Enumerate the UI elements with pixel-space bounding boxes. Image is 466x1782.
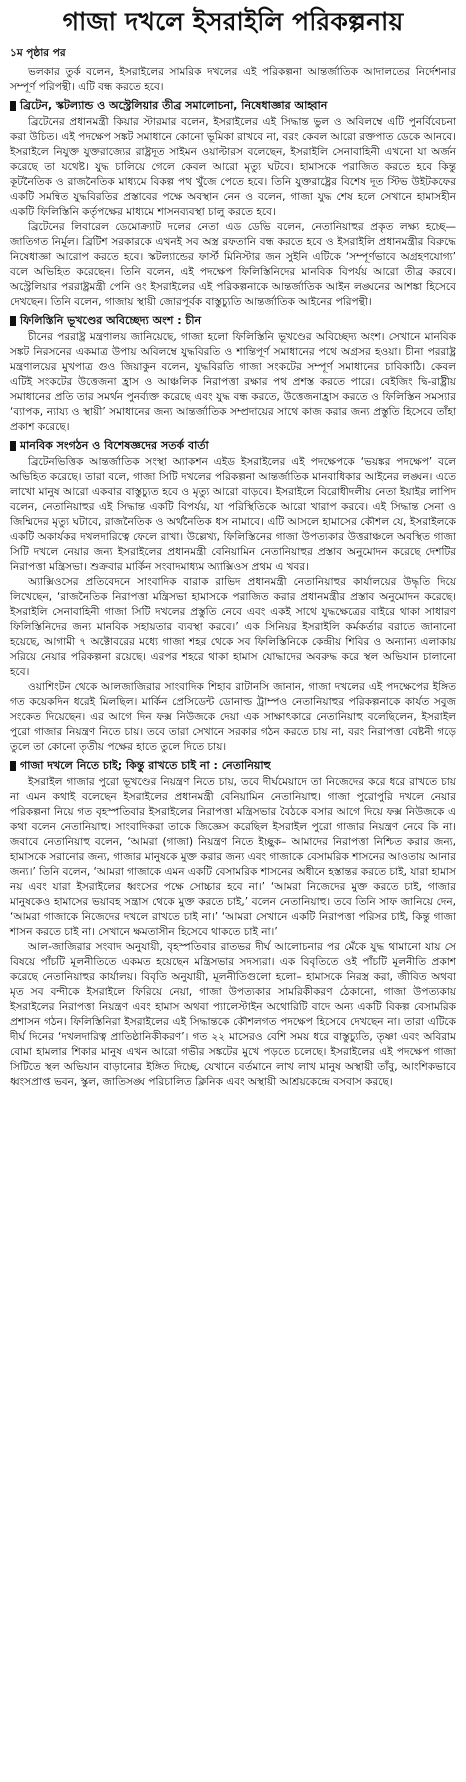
paragraph: ব্রিটেনের লিবারেল ডেমোক্র্যাট দলের নেতা এড ডেভি বলেন, নেতানিয়াহুর প্রকৃত লক্ষ্য হচ্ছে—জাতিগত নির্মূল। ব্রিটিশ সরকারকে এখনই সব অস্ত্র রফতানি বন্ধ করতে হবে ও ইসরাইলি প্রধানমন্ত্রীর বিরুদ্ধে নিষেধাজ্ঞা আরোপ করতে হবে। স্কটল্যান্ডের ফার্স্ট মিনিস্টার জন সুইনি এটিকে ‘সম্পূর্ণভাবে অগ্রহণযোগ্য’ বলে অভিহিত করেছেন। তিনি বলেন, এই পদক্ষেপ ফিলিস্তিনিদের মানবিক বিপর্যয় আরো তীব্র করবে। অস্ট্রেলিয়ার পররাষ্ট্রমন্ত্রী পেনি ওং ইসরাইলের এই পরিকল্পনাকে আন্তর্জাতিক আইন লঙ্ঘনের আশঙ্কা হিসেবে দেখছেন। তিনি বলেন, গাজায় স্থায়ী জোরপূর্বক বাস্তুচ্যুতি আন্তর্জাতিক আইনের পরিপন্থী। <box>10 221 456 308</box>
section-heading <box>10 98 456 113</box>
paragraph: চীনের পররাষ্ট্র মন্ত্রণালয় জানিয়েছে, গাজা হলো ফিলিস্তিনি ভূখণ্ডের অবিচ্ছেদ্য অংশ। সেখানে মানবিক সঙ্কট নিরসনের একমাত্র উপায় অবিলম্বে যুদ্ধবিরতি ও শান্তিপূর্ণ সমাধানের পথে অগ্রসর হওয়া। চীনা পররাষ্ট্র মন্ত্রণালয়ের মুখপাত্র গুও জিয়াকুন বলেন, যুদ্ধবিরতি গাজা সংকটের সম্পূর্ণ সমাধানের চাবিকাঠি। কেবল এটিই সংকটের উত্তেজনা হ্রাস ও আঞ্চলিক নিরাপত্তা রক্ষার পথ প্রশস্ত করতে পারে। বেইজিং দ্বি-রাষ্ট্রীয় সমাধানের প্রতি তার সমর্থন পুনর্ব্যক্ত করেছে এবং যুদ্ধ বন্ধ করতে, উত্তেজনাহ্রাস করতে ও ফিলিস্তিন সমস্যার ‘ব্যাপক, ন্যায্য ও স্থায়ী’ সমাধানের জন্য আন্তর্জাতিক সম্প্রদায়ের সাথে কাজ করার জন্য প্রস্তুতি হিসেবে তাঁহা প্রকাশ করেছে। <box>10 331 456 433</box>
article-section-uk-criticism <box>10 98 456 310</box>
paragraph: ওয়াশিংটন থেকে আলজাজিরার সাংবাদিক শিহাব রাটানসি জানান, গাজা দখলের এই পদক্ষেপের ইঙ্গিত গত কয়েকদিন ধরেই মিলছিল। মার্কিন প্রেসিডেন্ট ডোনাল্ড ট্রাম্পও নেতানিয়াহুর পরিকল্পনাকে কার্যত সবুজ সংকেত দিয়েছেন। এর আগে দিন ফক্স নিউজকে দেয়া এক সাক্ষাৎকারে নেতানিয়াহু বলেছিলেন, ইসরাইল পুরো গাজার নিয়ন্ত্রণ নিতে চায়। তবে তারা সেখানে সরকার গঠন করতে চায় না, বরং নিরাপত্তা বেষ্টনী গড়ে তুলে তা কোনো তৃতীয় পক্ষের হাতে তুলে দিতে চায়। <box>10 681 456 753</box>
paragraph: আল-জাজিরার সংবাদ অনুযায়ী, বৃহস্পতিবার রাতভর দীর্ঘ আলোচনার পর মেঁকে যুদ্ধ থামানো যায় সে বিষয়ে পাঁচটি মূলনীতিতে একমত হয়েছেন মন্ত্রিসভার সদস্যরা। এক বিবৃতিতে ওই পাঁচটি মূলনীতি প্রকাশ করেছে নেতানিয়াহুর কার্যালয়। বিবৃতি অনুযায়ী, মূলনীতিগুলো হলো– হামাসকে নিরস্ত্র করা, জীবিত অথবা মৃত সব বন্দীকে ইসরাইলে ফিরিয়ে নেয়া, গাজা উপত্যকার সামরিকীকরণ ঠেকানো, গাজা উপত্যকায় ইসরাইলের নিরাপত্তা নিয়ন্ত্রণ এবং হামাস অথবা প্যালেস্টাইন অথোরিটি বাদে অন্য একটি বিকল্প বেসামরিক প্রশাসন গঠন। ফিলিস্তিনিরা ইসরাইলের এই সিদ্ধান্তকে কৌশলগত পদক্ষেপ হিসেবে দেখছেন না। তারা এটিকে দীর্ঘ দিনের ‘দখলদারিত্ব প্রাতিষ্ঠানিকীকরণ’। গত ২২ মাসেরও বেশি সময় ধরে বাস্তুচ্যুতি, তৃষ্ণা এবং অবিরাম বোমা হামলার শিকার মানুষ এখন আরো গভীর সঙ্কটের মুখে পড়তে চলেছে। ইসরাইলের এই পদক্ষেপ গাজা সিটিতে স্থল অভিযান বাড়ানোর ইঙ্গিত দিচ্ছে, যেখানে বর্তমানে লাখ লাখ মানুষ অস্থায়ী তাঁবু, আংশিকভাবে ধ্বংসপ্রাপ্ত ভবন, স্কুল, জাতিসঙ্ঘ পরিচালিত ক্লিনিক এবং অস্থায়ী আশ্রয়কেন্দ্রে বসবাস করছে। <box>10 941 456 1088</box>
section-heading <box>10 313 456 328</box>
section-heading-text: ব্রিটেন, স্কটল্যান্ড ও অস্ট্রেলিয়ার তীব্র সমালোচনা, নিষেধাজ্ঞার আহ্বান <box>20 99 328 112</box>
article-headline: গাজা দখলে ইসরাইলি পরিকল্পনায় <box>62 7 404 36</box>
paragraph: অ্যাক্সিওসের প্রতিবেদনে সাংবাদিক বারাক রাভিদ প্রধানমন্ত্রী নেতানিয়াহুর কার্যালয়ের উদ্ধৃতি দিয়ে লিখেছেন, ‘রাজনৈতিক নিরাপত্তা মন্ত্রিসভা হামাসকে পরাজিত করার প্রধানমন্ত্রীর প্রস্তাব অনুমোদন করেছে। ইসরাইলি সেনাবাহিনী গাজা সিটি দখলের প্রস্তুতি নেবে এবং একই সাথে যুদ্ধক্ষেত্রের বাইরে থাকা সাধারণ ফিলিস্তিনিদের জন্য মানবিক সহায়তার ব্যবস্থা করবে।’ এক সিনিয়র ইসরাইলি কর্মকর্তার বরাতে জানানো হয়েছে, আগামী ৭ অক্টোবরের মধ্যে গাজা শহর থেকে সব ফিলিস্তিনিকে কেন্দ্রীয় শিবির ও অন্যান্য এলাকায় সরিয়ে নেয়ার পরিকল্পনা রয়েছে। এরপর শহরে থাকা হামাস যোদ্ধাদের অবরুদ্ধ করে স্থল অভিযান চালানো হবে। <box>10 576 456 678</box>
continued-from-label: ১ম পৃষ্ঠার পর <box>10 47 66 59</box>
article-section-intro <box>10 65 456 95</box>
article-section-humanitarian <box>10 438 456 755</box>
bullet-bar-icon <box>10 441 16 451</box>
section-heading <box>10 758 456 773</box>
bullet-bar-icon <box>10 101 16 111</box>
paragraph: ব্রিটেনভিত্তিক আন্তর্জাতিক সংস্থা অ্যাকশন এইড ইসরাইলের এই পদক্ষেপকে ‘ভয়ঙ্কর পদক্ষেপ’ বলে অভিহিত করেছে। তারা বলে, গাজা সিটি দখলের পরিকল্পনা আন্তর্জাতিক মানবাধিকার আইনের লঙ্ঘন। এতে লাখো মানুষ আরো একবার বাস্তুচ্যুত হবে ও মৃত্যু আরো বাড়বে। ইসরাইলে বিরোধীদলীয় নেতা ইয়াইর লাপিদ বলেন, নেতানিয়াহুর এই সিদ্ধান্ত একটি বিপর্যয়, যা পরিস্থিতিকে আরো খারাপ করবে। এই সিদ্ধান্ত সেনা ও জিম্মিদের মৃত্যু ঘটাবে, রাজনৈতিক ও অর্থনৈতিক ধস নামাবে। এটি আসলে হামাসের কৌশল যে, ইসরাইলকে একটি অকার্যকর দখলদারিত্বে ফেলে রাখা। উল্লেখ্য, ফিলিস্তিনের গাজা উপত্যকার উত্তরাঞ্চলে অবস্থিত গাজা সিটি দখলে নেয়ার জন্য ইসরাইলের প্রধানমন্ত্রী বেনিয়ামিন নেতানিয়াহুর প্রস্তাব অনুমোদন করেছে দেশটির নিরাপত্তা মন্ত্রিসভা। শুক্রবার মার্কিন সংবাদমাধ্যম অ্যাক্সিওস প্রথম এ খবর। <box>10 456 456 573</box>
article-section-netanyahu <box>10 758 456 1090</box>
paragraph: ভলকার তুর্ক বলেন, ইসরাইলের সামরিক দখলের এই পরিকল্পনা আন্তর্জাতিক আদালতের নির্দেশনার সম্পূর্ণ পরিপন্থী। এটি বন্ধ করতে হবে। <box>10 66 456 93</box>
bullet-bar-icon <box>10 316 16 326</box>
paragraph: ইসরাইল গাজার পুরো ভূখণ্ডের নিয়ন্ত্রণ নিতে চায়, তবে দীর্ঘমেয়াদে তা নিজেদের করে ধরে রাখতে চায় না এমন কথাই বলেছেন ইসরাইলের প্রধানমন্ত্রী বেনিয়ামিন নেতানিয়াহু। গাজা পুরোপুরি দখলে নেয়ার পরিকল্পনা নিয়ে গত বৃহস্পতিবার ইসরাইলের নিরাপত্তা মন্ত্রিসভার বৈঠকে বসার আগে দিয়ে ফক্স নিউজকে এ কথা বলেন নেতানিয়াহু। সাংবাদিকরা তাকে জিজ্ঞেস করেছিল ইসরাইল পুরো গাজার নিয়ন্ত্রণ নেবে কি না। জবাবে নেতানিয়াহু বলেন, ‘আমরা (গাজা) নিয়ন্ত্রণ নিতে ইচ্ছুক– আমাদের নিরাপত্তা নিশ্চিত করার জন্য, হামাসকে সরানোর জন্য, গাজার মানুষকে মুক্ত করার জন্য এবং গাজাকে বেসামরিক শাসনের আওতায় আনার জন্য।’ তিনি বলেন, ‘আমরা গাজাকে এমন একটি বেসামরিক শাসনের অধীনে হস্তান্তর করতে চাই, যারা হামাস নয় এবং যারা ইসরাইলের ধ্বংসের পক্ষে সোচ্চার হবে না।’ ‘আমরা নিজেদের মুক্ত করতে চাই, গাজার মানুষকেও হামাসের ভয়াবহ সন্ত্রাস থেকে মুক্ত করতে চাই,’ বলেন নেতানিয়াহু। তবে তিনি সাফ জানিয়ে দেন, ‘আমরা গাজাকে নিজেদের দখলে রাখতে চাই না।’ ‘আমরা সেখানে একটি নিরাপত্তা পরিসর চাই, কিন্তু গাজা শাসন করতে চাই না। সেখানে ক্ষমতাসীন হিসেবে থাকতে চাই না।’ <box>10 776 456 938</box>
article-section-china <box>10 313 456 435</box>
section-heading-text: মানবিক সংগঠন ও বিশেষজ্ঞদের সতর্ক বার্তা <box>20 439 209 452</box>
bullet-bar-icon <box>10 761 16 771</box>
paragraph: ব্রিটেনের প্রধানমন্ত্রী কিয়ার স্টারমার বলেন, ইসরাইলের এই সিদ্ধান্ত ভুল ও অবিলম্বে এটি পুনর্বিবেচনা করা উচিত। এই পদক্ষেপ সঙ্কট সমাধানে কোনো ভূমিকা রাখবে না, বরং কেবল আরো রক্তপাত ডেকে আনবে। ইসরাইলে নিযুক্ত যুক্তরাজ্যের রাষ্ট্রদূত সাইমন ওয়াল্টারস বলেছেন, ইসরাইলি সেনাবাহিনী এখনো যা অর্জন করেছে তা যথেষ্ট। যুদ্ধ চালিয়ে গেলে কেবল আরো মৃত্যু ঘটবে। হামাসকে পরাজিত করতে হবে কিন্তু কূটনৈতিক ও রাজনৈতিক মাধ্যমে বিকল্প পথ খুঁজে পেতে হবে। তিনি যুক্তরাষ্ট্রের বিশেষ দূত স্টিভ উইটকফের একটি সমন্বিত যুদ্ধবিরতির প্রস্তাবের পক্ষে অবস্থান নেন ও বলেন, গাজা যুদ্ধ শেষ হলে সেখানে হামাসহীন একটি ফিলিস্তিনি কর্তৃপক্ষের মাধ্যমে শাসনব্যবস্থা চালু করতে হবে। <box>10 116 456 218</box>
section-heading-text: গাজা দখলে নিতে চাই; কিন্তু রাখতে চাই না : নেতানিয়াহু <box>20 759 271 772</box>
section-heading-text: ফিলিস্তিনি ভূখণ্ডের অবিচ্ছেদ্য অংশ : চীন <box>20 314 202 327</box>
section-heading <box>10 438 456 453</box>
